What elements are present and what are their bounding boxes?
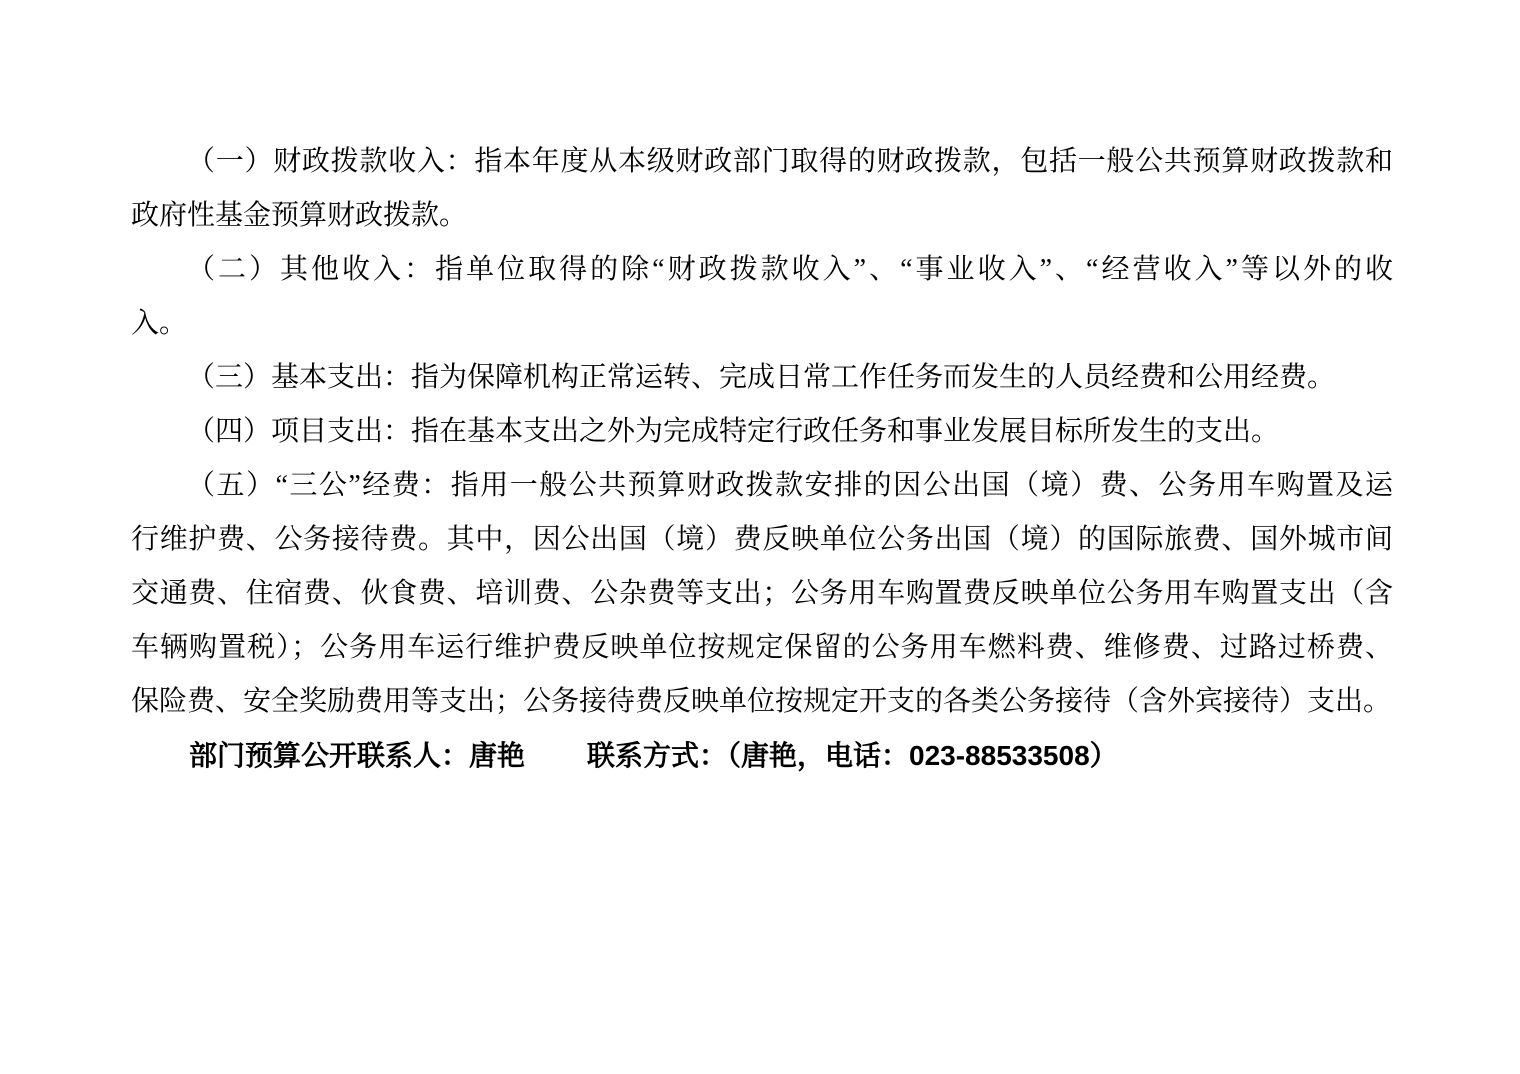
paragraph-1-line-2: 政府性基金预算财政拨款。 bbox=[131, 200, 468, 231]
paragraph-5-line-2: 行维护费、公务接待费。其中，因公出国（境）费反映单位公务出国（境）的国际旅费、国外城市间 bbox=[131, 524, 1393, 555]
contact-person-label: 部门预算公开联系人：唐艳 bbox=[189, 740, 526, 771]
paragraph-4-line-1: （四）项目支出：指在基本支出之外为完成特定行政任务和事业发展目标所发生的支出。 bbox=[187, 416, 1280, 447]
contact-method-label: 联系方式：（唐艳，电话：023-88533508） bbox=[587, 740, 1118, 771]
paragraph-2-line-1: （二）其他收入：指单位取得的除“财政拨款收入”、“事业收入”、“经营收入”等以外的收 bbox=[187, 254, 1393, 285]
paragraph-5-line-5: 保险费、安全奖励费用等支出；公务接待费反映单位按规定开支的各类公务接待（含外宾接待）支出。 bbox=[131, 686, 1392, 717]
contact-line bbox=[131, 729, 1393, 783]
paragraph-5-line-4: 车辆购置税）；公务用车运行维护费反映单位按规定保留的公务用车燃料费、维修费、过路过桥费、 bbox=[131, 632, 1393, 663]
paragraph-5-line-1: （五）“三公”经费：指用一般公共预算财政拨款安排的因公出国（境）费、公务用车购置及运 bbox=[187, 470, 1393, 501]
paragraph-3-line-1: （三）基本支出：指为保障机构正常运转、完成日常工作任务而发生的人员经费和公用经费。 bbox=[187, 362, 1336, 393]
paragraph-2-line-2: 入。 bbox=[131, 308, 188, 339]
text-block bbox=[131, 135, 1393, 783]
paragraph-1-line-1: （一）财政拨款收入：指本年度从本级财政部门取得的财政拨款，包括一般公共预算财政拨款和 bbox=[187, 146, 1393, 177]
paragraph-5-line-3: 交通费、住宿费、伙食费、培训费、公杂费等支出；公务用车购置费反映单位公务用车购置支出（含 bbox=[131, 578, 1393, 609]
